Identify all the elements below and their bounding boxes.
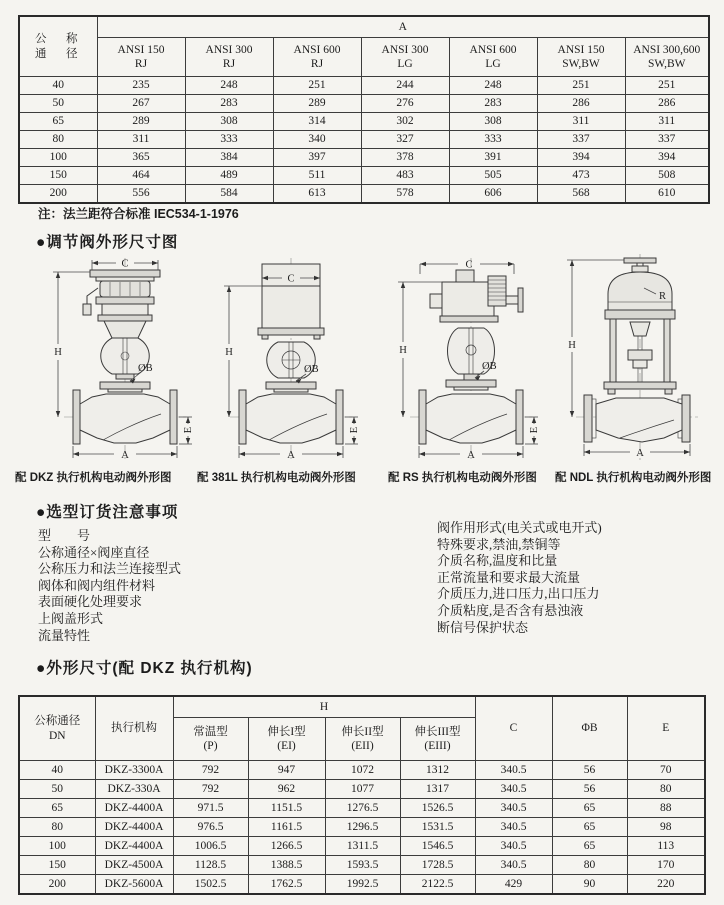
note-item: 介质压力,进口压力,出口压力 (437, 586, 600, 602)
table-cell: 1593.5 (325, 856, 400, 875)
table-cell: 473 (537, 167, 625, 185)
flange-distance-table (18, 15, 710, 204)
note-item: 阀作用形式(电关式或电开式) (437, 520, 602, 535)
table-cell: 1006.5 (173, 837, 248, 856)
col-header-line1: ANSI 300 (205, 43, 253, 56)
table-cell: 1077 (325, 780, 400, 799)
table-row (19, 113, 709, 131)
table-cell: DKZ-330A (95, 780, 173, 799)
table-cell: 1531.5 (400, 818, 475, 837)
table-row (19, 875, 705, 895)
table-cell: 150 (19, 167, 97, 185)
table-cell: 311 (537, 113, 625, 131)
table-cell: 962 (248, 780, 325, 799)
col-header-line2: SW,BW (562, 58, 600, 70)
table-cell: 150 (19, 856, 95, 875)
table2-sub-header (400, 718, 475, 761)
table-cell: 1072 (325, 761, 400, 780)
col-header-line1: ANSI 300 (381, 43, 429, 56)
table2-dn-header (19, 696, 95, 761)
table-cell: DKZ-4500A (95, 856, 173, 875)
table-cell: 283 (185, 95, 273, 113)
table1-col-header (361, 38, 449, 77)
table-cell: 65 (19, 799, 95, 818)
sub-header-line1: 常温型 (193, 725, 228, 738)
dim-label-b: ØB (304, 364, 319, 375)
table-cell: 584 (185, 185, 273, 204)
table-cell: 792 (173, 761, 248, 780)
table-cell: 40 (19, 761, 95, 780)
table1-col-header (449, 38, 537, 77)
diagram-caption-ndl: 配 NDL 执行机构电动阀外形图 (555, 472, 712, 484)
table-cell: 792 (173, 780, 248, 799)
table-cell: 1762.5 (248, 875, 325, 895)
col-header-line2: LG (397, 58, 413, 70)
valve-diagram-381l (212, 254, 370, 466)
table1-corner-line1: 公 称 (35, 33, 82, 46)
dn-header-line2: DN (48, 729, 66, 742)
table-cell: DKZ-3300A (95, 761, 173, 780)
table-cell: 340 (273, 131, 361, 149)
table-cell: 200 (19, 185, 97, 204)
table-row (19, 131, 709, 149)
table-cell: 1992.5 (325, 875, 400, 895)
table-cell: 511 (273, 167, 361, 185)
col-header-line1: ANSI 150 (557, 43, 605, 56)
sub-header-line1: 伸长III型 (414, 725, 461, 738)
table-cell: 337 (625, 131, 709, 149)
valve-diagram-rs (386, 254, 546, 466)
table-cell: 235 (97, 77, 185, 95)
table-cell: 100 (19, 837, 95, 856)
table-cell: 378 (361, 149, 449, 167)
table-cell: 251 (537, 77, 625, 95)
note-item: 正常流量和要求最大流量 (437, 569, 581, 585)
flange-standard-note: 注：法兰距符合标准 IEC534-1-1976 (38, 207, 239, 221)
table-cell: 50 (19, 95, 97, 113)
ordering-notes-left (38, 528, 181, 644)
table1-col-header (625, 38, 709, 77)
section-title-ordering-notes: ●选型订货注意事项 (36, 504, 179, 521)
valve-diagram-ndl (558, 252, 716, 464)
table-cell: 1526.5 (400, 799, 475, 818)
outline-dimensions-table (18, 695, 706, 895)
col-header-line2: SW,BW (647, 58, 686, 70)
table-cell: 308 (185, 113, 273, 131)
section-title-outline-dimensions: ●外形尺寸(配 DKZ 执行机构) (36, 660, 253, 677)
dim-label-h: H (225, 347, 233, 358)
table-cell: 80 (552, 856, 627, 875)
note-item: 断信号保护状态 (437, 619, 529, 635)
table-cell: 56 (552, 761, 627, 780)
note-item: 流量特性 (38, 627, 91, 643)
table-cell: 391 (449, 149, 537, 167)
table1-col-header (273, 38, 361, 77)
table1-corner-header (19, 16, 97, 77)
table-row (19, 167, 709, 185)
ordering-notes-right (437, 520, 602, 636)
table-row (19, 77, 709, 95)
table-cell: 340.5 (475, 780, 552, 799)
sub-header-line2: (P) (203, 740, 218, 752)
table-cell: 276 (361, 95, 449, 113)
table-cell: 90 (552, 875, 627, 895)
table-row (19, 818, 705, 837)
col-header-line1: ANSI 150 (117, 43, 165, 56)
dim-label-a: A (121, 450, 129, 461)
table-cell: 1266.5 (248, 837, 325, 856)
dim-label-a: A (636, 448, 644, 459)
table-cell: 464 (97, 167, 185, 185)
table-cell: 100 (19, 149, 97, 167)
table-cell: 311 (625, 113, 709, 131)
rs-actuator (430, 270, 523, 322)
col-header-line2: RJ (134, 58, 148, 70)
table-cell: 1546.5 (400, 837, 475, 856)
table-cell: 1502.5 (173, 875, 248, 895)
table-cell: 1311.5 (325, 837, 400, 856)
table-cell: 113 (627, 837, 705, 856)
table-cell: 56 (552, 780, 627, 799)
table-cell: 568 (537, 185, 625, 204)
table-cell: 340.5 (475, 856, 552, 875)
table2-h-span-header: H (173, 696, 475, 718)
dim-label-a: A (287, 450, 295, 461)
dim-label-h: H (568, 340, 576, 351)
col-header-line2: RJ (222, 58, 236, 70)
sub-header-line2: (EIII) (424, 740, 451, 752)
note-item: 阀体和阀内组件材料 (38, 577, 156, 593)
sub-header-line1: 伸长I型 (267, 725, 306, 738)
diagram-caption-rs: 配 RS 执行机构电动阀外形图 (388, 472, 537, 484)
valve-body (419, 390, 523, 444)
table-cell: 251 (273, 77, 361, 95)
table-cell: 289 (97, 113, 185, 131)
table-cell: 397 (273, 149, 361, 167)
table-cell: 170 (627, 856, 705, 875)
valve-diagram-dkz (40, 254, 200, 466)
table-cell: 1296.5 (325, 818, 400, 837)
table-cell: 220 (627, 875, 705, 895)
table-cell: 429 (475, 875, 552, 895)
note-item: 上阀盖形式 (38, 610, 104, 626)
section-title-dimension-drawings: ●调节阀外形尺寸图 (36, 234, 179, 251)
table-cell: 286 (625, 95, 709, 113)
col-header-line1: ANSI 300,600 (633, 43, 701, 56)
table-cell: 340.5 (475, 837, 552, 856)
table-cell: 283 (449, 95, 537, 113)
dim-label-e: E (529, 426, 540, 434)
note-item: 表面硬化处理要求 (38, 594, 143, 610)
table-cell: 505 (449, 167, 537, 185)
table-cell: 337 (537, 131, 625, 149)
table-cell: 65 (552, 837, 627, 856)
valve-body (73, 390, 177, 444)
table-cell: 613 (273, 185, 361, 204)
note-item: 介质粘度,是否含有悬浊液 (437, 602, 584, 618)
table-cell: 1151.5 (248, 799, 325, 818)
valve-yoke (446, 328, 496, 390)
dim-label-b: ØB (138, 363, 153, 374)
table-cell: 88 (627, 799, 705, 818)
table-cell: 1317 (400, 780, 475, 799)
table-cell: 1128.5 (173, 856, 248, 875)
table-cell: 394 (537, 149, 625, 167)
dim-label-c: C (287, 273, 295, 285)
dkz-actuator (83, 270, 160, 338)
table-cell: 311 (97, 131, 185, 149)
table-cell: 340.5 (475, 761, 552, 780)
table-cell: 40 (19, 77, 97, 95)
table-cell: 244 (361, 77, 449, 95)
note-item: 型 号 (38, 528, 91, 543)
table-cell: 610 (625, 185, 709, 204)
table2-e-header: E (627, 696, 705, 761)
table-cell: 340.5 (475, 818, 552, 837)
col-header-line1: ANSI 600 (293, 43, 341, 56)
table-cell: 200 (19, 875, 95, 895)
table-cell: DKZ-4400A (95, 799, 173, 818)
table2-sub-header (248, 718, 325, 761)
table-cell: 308 (449, 113, 537, 131)
table-row (19, 799, 705, 818)
table-cell: 1312 (400, 761, 475, 780)
sub-header-line1: 伸长II型 (341, 725, 384, 738)
table2-sub-header (325, 718, 400, 761)
table-cell: 80 (19, 131, 97, 149)
dim-label-c: C (121, 258, 129, 270)
dim-label-a: A (467, 450, 475, 461)
table-cell: 70 (627, 761, 705, 780)
table-cell: 340.5 (475, 799, 552, 818)
table-cell: 365 (97, 149, 185, 167)
dim-label-c: C (465, 259, 473, 271)
valve-body (584, 395, 690, 442)
table-cell: 333 (449, 131, 537, 149)
table-cell: 80 (627, 780, 705, 799)
table-cell: 947 (248, 761, 325, 780)
table-cell: 976.5 (173, 818, 248, 837)
table2-actuator-header: 执行机构 (95, 696, 173, 761)
table2-b-header: ΦB (552, 696, 627, 761)
table-cell: 251 (625, 77, 709, 95)
table-cell: 302 (361, 113, 449, 131)
table1-col-header (97, 38, 185, 77)
table-cell: 65 (19, 113, 97, 131)
table-cell: 327 (361, 131, 449, 149)
table1-corner-line2: 通 径 (35, 47, 82, 60)
table-cell: 333 (185, 131, 273, 149)
dim-label-h: H (399, 345, 407, 356)
col-header-line1: ANSI 600 (469, 43, 517, 56)
note-item: 公称压力和法兰连接型式 (38, 561, 182, 577)
valve-body (239, 390, 343, 444)
dim-label-r: R (659, 291, 667, 302)
diagram-caption-381l: 配 381L 执行机构电动阀外形图 (197, 472, 356, 484)
table-cell: 98 (627, 818, 705, 837)
table-row (19, 95, 709, 113)
table-cell: 286 (537, 95, 625, 113)
table-cell: DKZ-4400A (95, 837, 173, 856)
table-cell: 1161.5 (248, 818, 325, 837)
table-row (19, 761, 705, 780)
table-cell: 384 (185, 149, 273, 167)
dim-label-e: E (183, 426, 194, 434)
table-cell: 65 (552, 818, 627, 837)
table-row (19, 856, 705, 875)
dim-label-e: E (349, 426, 360, 434)
table-row (19, 149, 709, 167)
table-row (19, 837, 705, 856)
col-header-line2: RJ (310, 58, 324, 70)
table-cell: 314 (273, 113, 361, 131)
table1-span-header: A (97, 16, 709, 38)
table-cell: 1388.5 (248, 856, 325, 875)
dim-label-h: H (54, 347, 62, 358)
table-cell: 267 (97, 95, 185, 113)
table-cell: 394 (625, 149, 709, 167)
table-cell: DKZ-5600A (95, 875, 173, 895)
sub-header-line2: (EI) (277, 740, 296, 752)
table-cell: 483 (361, 167, 449, 185)
table-cell: 606 (449, 185, 537, 204)
table-cell: 80 (19, 818, 95, 837)
table-cell: 65 (552, 799, 627, 818)
table-cell: 578 (361, 185, 449, 204)
sub-header-line2: (EII) (351, 740, 374, 752)
table2-sub-header (173, 718, 248, 761)
table-cell: 2122.5 (400, 875, 475, 895)
table-row (19, 185, 709, 204)
col-header-line2: LG (485, 58, 501, 70)
table-row (19, 780, 705, 799)
table-cell: 289 (273, 95, 361, 113)
table-cell: DKZ-4400A (95, 818, 173, 837)
dn-header-line1: 公称通径 (34, 715, 81, 728)
table-cell: 50 (19, 780, 95, 799)
table-cell: 1276.5 (325, 799, 400, 818)
table-cell: 1728.5 (400, 856, 475, 875)
dim-label-b: ØB (482, 361, 497, 372)
table1-col-header (185, 38, 273, 77)
table-cell: 248 (185, 77, 273, 95)
table-cell: 556 (97, 185, 185, 204)
table1-col-header (537, 38, 625, 77)
note-item: 特殊要求,禁油,禁铜等 (437, 536, 561, 552)
table-cell: 489 (185, 167, 273, 185)
table-cell: 248 (449, 77, 537, 95)
note-item: 公称通径×阀座直径 (38, 544, 150, 560)
table-cell: 508 (625, 167, 709, 185)
table2-c-header: C (475, 696, 552, 761)
table-cell: 971.5 (173, 799, 248, 818)
note-item: 介质名称,温度和比量 (437, 553, 558, 569)
diagram-caption-dkz: 配 DKZ 执行机构电动阀外形图 (15, 472, 172, 484)
